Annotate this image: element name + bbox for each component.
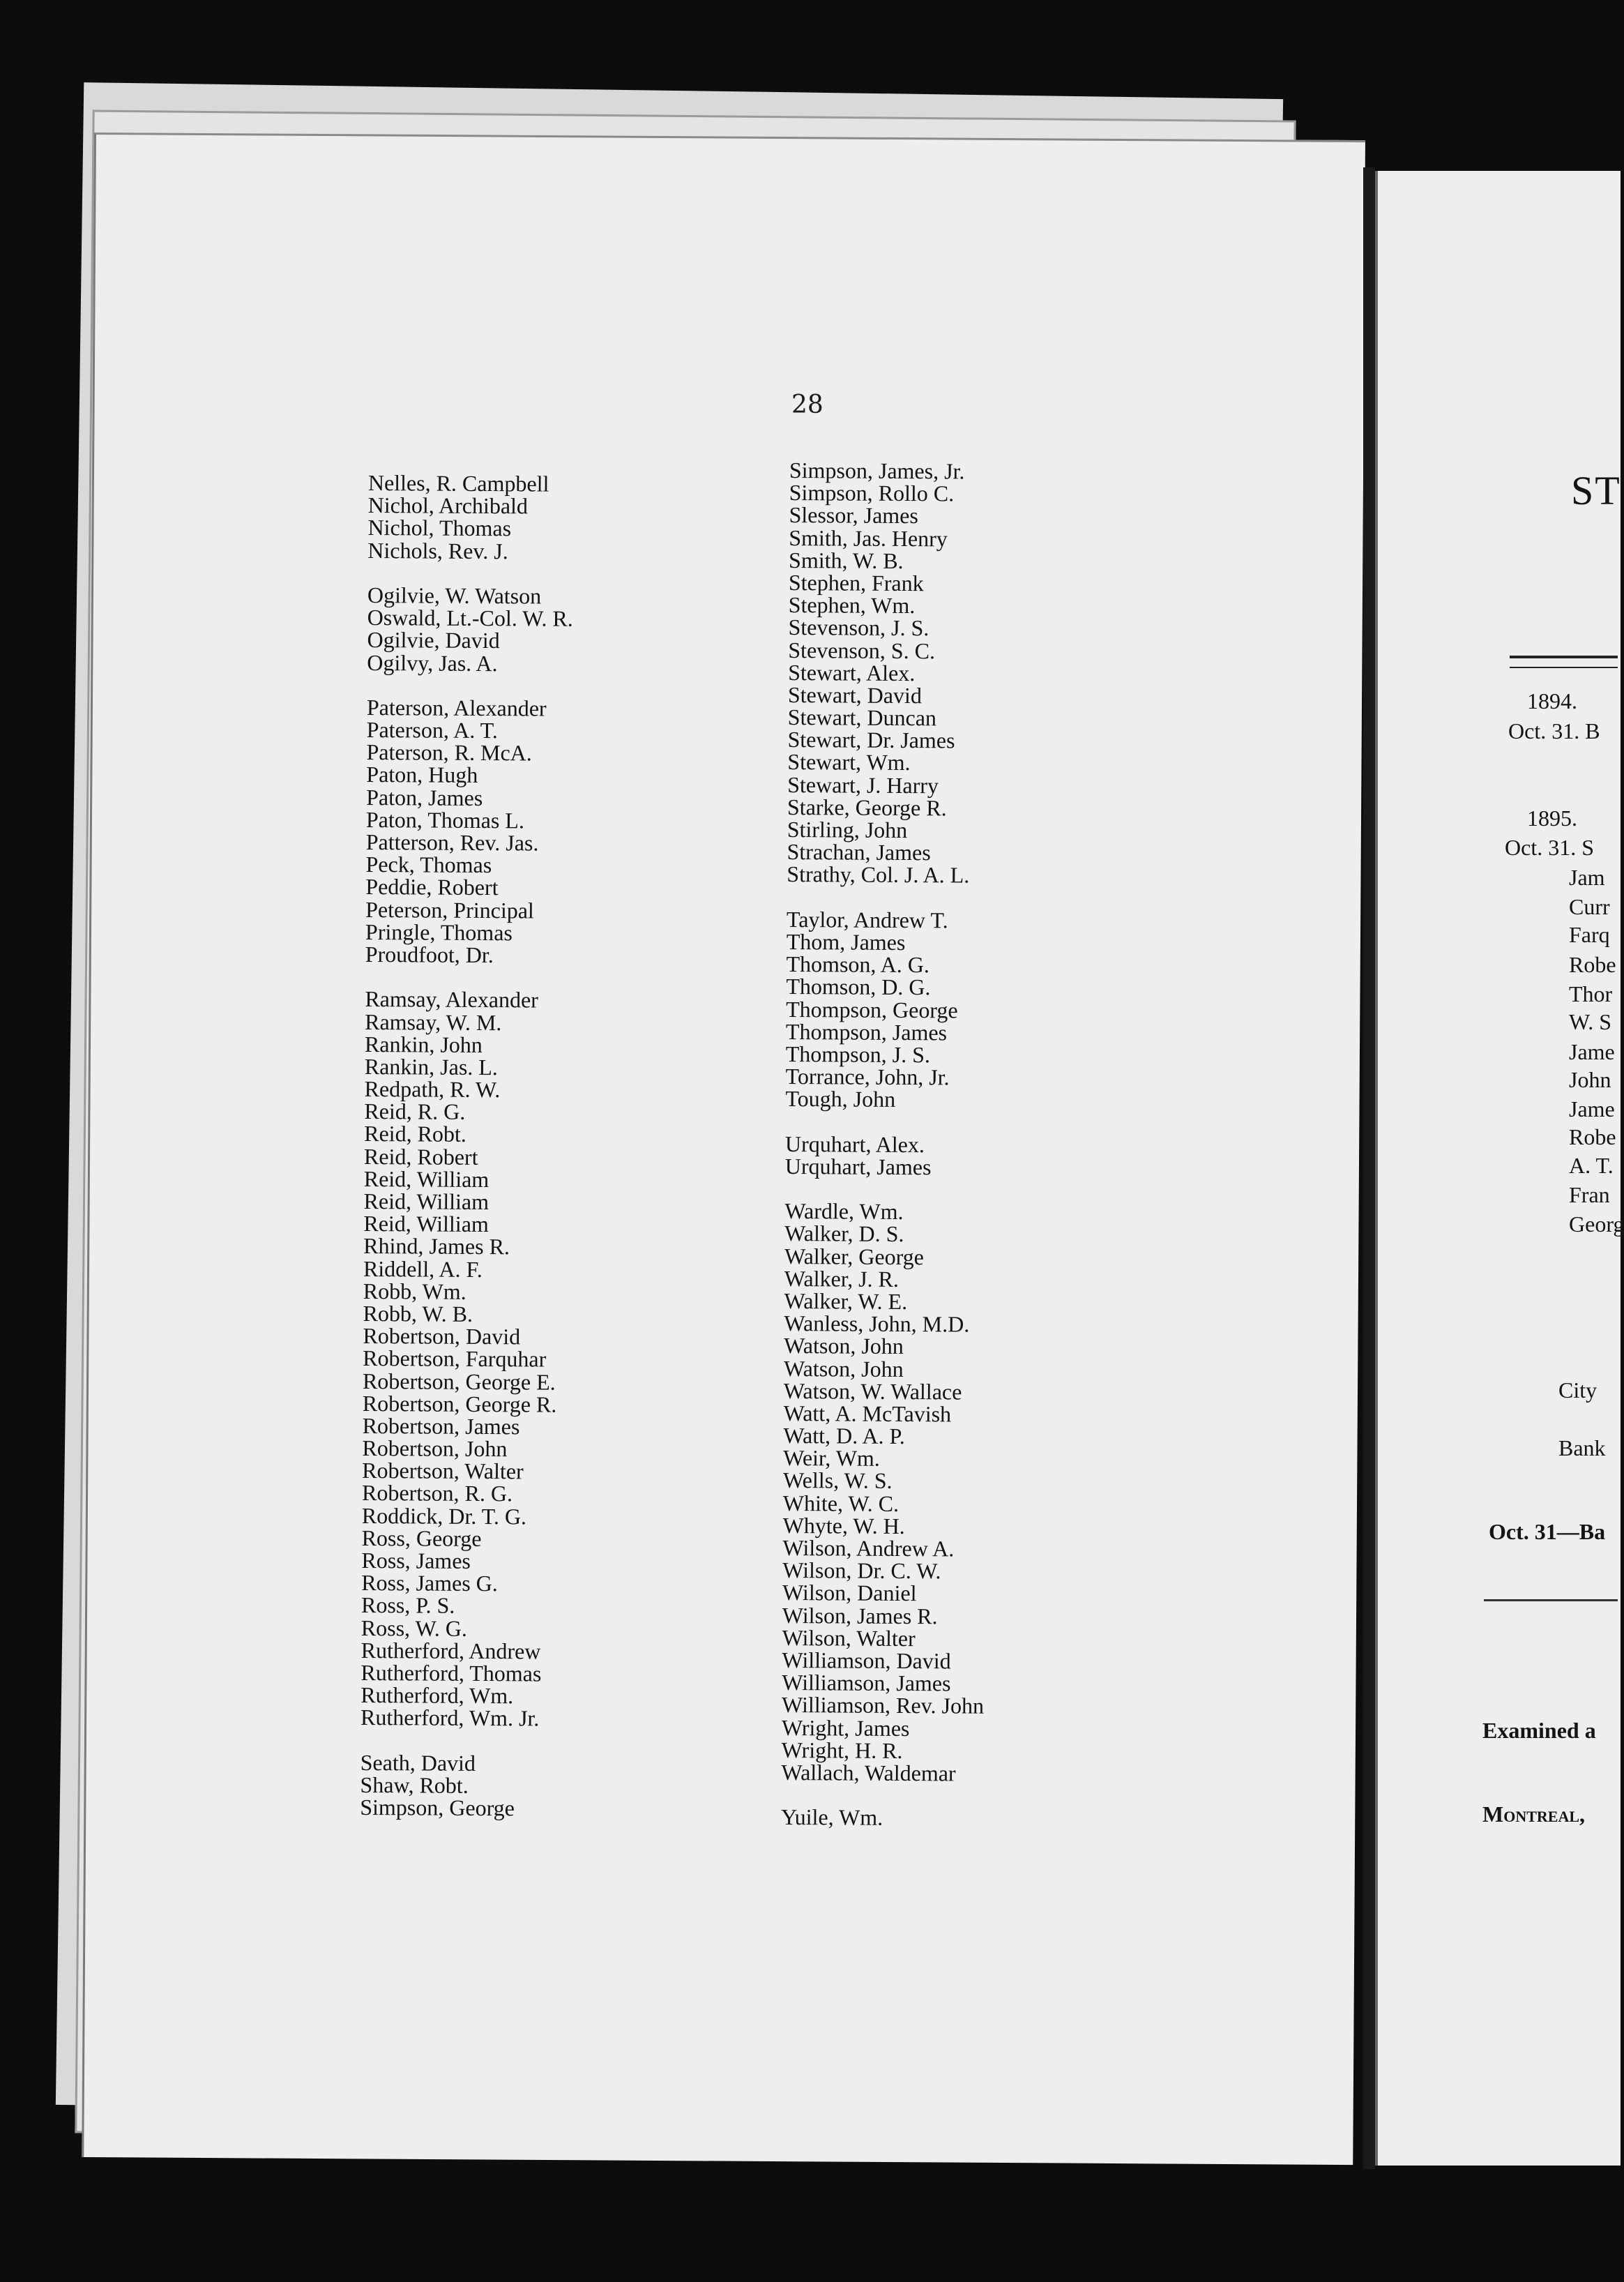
member-name: Thompson, J. S.: [785, 1041, 931, 1068]
member-name: Pringle, Thomas: [365, 919, 513, 946]
member-name: Stewart, Dr. James: [787, 727, 955, 753]
member-name: White, W. C.: [782, 1490, 900, 1516]
member-name: Taylor, Andrew T.: [786, 906, 948, 933]
member-name: Watson, John: [783, 1355, 904, 1382]
member-name: Rutherford, Thomas: [361, 1659, 542, 1686]
member-name: Nelles, R. Campbell: [367, 470, 549, 497]
right-page-name: Robe: [1569, 952, 1616, 977]
member-name: Reid, Robt.: [364, 1121, 466, 1147]
member-name: Wilson, Walter: [782, 1624, 916, 1651]
right-page-name: Robe: [1569, 1124, 1616, 1149]
member-name: Yuile, Wm.: [780, 1804, 883, 1831]
member-name: Paterson, Alexander: [366, 694, 547, 721]
member-name: Wright, James: [781, 1714, 910, 1741]
member-name: Wilson, Andrew A.: [782, 1534, 955, 1562]
member-name: Rutherford, Andrew: [361, 1637, 541, 1664]
page-number: 28: [791, 391, 824, 419]
member-name: Patterson, Rev. Jas.: [365, 829, 539, 856]
member-name: Nichol, Archibald: [367, 492, 529, 519]
book-gutter: [1363, 167, 1375, 2169]
city-line: City: [1558, 1377, 1598, 1403]
member-name: Paterson, A. T.: [366, 717, 498, 743]
right-page-name: Curr: [1569, 894, 1610, 919]
member-name: Stevenson, S. C.: [788, 637, 936, 663]
member-name: Nichol, Thomas: [367, 515, 512, 541]
right-page-name: Georg: [1569, 1211, 1624, 1237]
right-page-name: Jame: [1569, 1039, 1615, 1064]
member-name: Watt, A. McTavish: [783, 1400, 952, 1427]
montreal-line: Montreal,: [1482, 1801, 1585, 1827]
member-name: Peck, Thomas: [365, 852, 492, 878]
member-name: Wardle, Wm.: [784, 1198, 904, 1225]
member-name: Rankin, John: [364, 1031, 483, 1057]
member-name: Paterson, R. McA.: [366, 739, 532, 766]
member-name: Simpson, Rollo C.: [789, 480, 955, 506]
member-name: Wilson, James R.: [782, 1602, 938, 1629]
member-name: Williamson, David: [782, 1647, 951, 1674]
right-page-name: Farq: [1569, 922, 1610, 947]
member-name: Wallach, Waldemar: [781, 1759, 956, 1786]
member-name: Rutherford, Wm. Jr.: [360, 1705, 540, 1731]
member-name: Wells, W. S.: [782, 1467, 893, 1494]
member-name: Reid, William: [363, 1165, 490, 1192]
year-1895: 1895.: [1527, 806, 1577, 831]
member-name: Paton, James: [366, 784, 483, 810]
member-name: Robertson, Farquhar: [363, 1345, 547, 1372]
section-gap: [785, 1177, 987, 1201]
section-gap: [361, 1728, 566, 1752]
member-name: Thompson, George: [786, 996, 958, 1022]
member-name: Urquhart, Alex.: [784, 1131, 925, 1157]
member-name: Riddell, A. F.: [363, 1255, 483, 1282]
member-name: Stewart, Alex.: [788, 659, 916, 686]
member-name: Strachan, James: [787, 839, 931, 866]
member-name: Ogilvie, W. Watson: [367, 582, 542, 609]
member-name: Smith, Jas. Henry: [789, 524, 948, 551]
bank-line: Bank: [1558, 1435, 1606, 1460]
right-page-name: John: [1569, 1067, 1611, 1092]
right-page-name: Jam: [1569, 865, 1605, 890]
member-name: Stewart, Duncan: [787, 704, 937, 731]
member-name: Stephen, Wm.: [788, 592, 916, 619]
right-page-name: Jame: [1569, 1096, 1615, 1121]
member-name: Torrance, John, Jr.: [785, 1064, 950, 1090]
member-name: Wanless, John, M.D.: [784, 1310, 970, 1337]
member-name: Watt, D. A. P.: [783, 1423, 905, 1449]
member-name: Stephen, Frank: [788, 569, 924, 596]
oct-31-subscriptions-line: Oct. 31. S: [1505, 835, 1594, 860]
member-list-right-column: [781, 459, 992, 1829]
member-name: Walker, W. E.: [784, 1287, 908, 1314]
right-page-name: A. T.: [1569, 1153, 1614, 1178]
member-name: Robertson, Walter: [362, 1458, 524, 1484]
member-name: Paton, Thomas L.: [365, 806, 525, 833]
member-name: Robertson, George E.: [362, 1368, 556, 1395]
member-name: Reid, R. G.: [364, 1098, 466, 1125]
section-gap: [367, 674, 572, 697]
member-name: Slessor, James: [789, 502, 918, 529]
member-name: Shaw, Robt.: [360, 1771, 469, 1798]
member-name: Proudfoot, Dr.: [365, 941, 494, 968]
member-name: Stewart, David: [787, 681, 922, 709]
member-name: Simpson, George: [360, 1794, 515, 1821]
oct-31-balance-line: Oct. 31. B: [1508, 718, 1600, 743]
member-name: Stirling, John: [787, 816, 908, 843]
member-name: Reid, Robert: [363, 1143, 478, 1170]
member-name: Redpath, R. W.: [364, 1076, 501, 1103]
right-page-name: Thor: [1569, 981, 1613, 1006]
member-name: Ogilvy, Jas. A.: [367, 649, 498, 676]
section-gap: [787, 886, 989, 909]
member-name: Robb, W. B.: [363, 1300, 473, 1327]
double-rule: [1510, 656, 1618, 668]
member-name: Thompson, James: [785, 1018, 948, 1045]
member-name: Wright, H. R.: [781, 1737, 903, 1763]
member-name: Robertson, R. G.: [361, 1480, 513, 1506]
member-name: Reid, William: [363, 1211, 489, 1237]
member-name: Ross, James: [361, 1547, 471, 1573]
member-name: Watson, W. Wallace: [783, 1377, 962, 1405]
member-name: Robb, Wm.: [363, 1278, 466, 1304]
member-name: Williamson, Rev. John: [781, 1692, 985, 1719]
member-name: Starke, George R.: [787, 794, 947, 821]
section-gap: [365, 965, 570, 989]
member-name: Tough, John: [785, 1086, 896, 1112]
member-name: Peterson, Principal: [365, 896, 535, 923]
member-name: Smith, W. B.: [789, 547, 904, 573]
member-name: Thomson, D. G.: [786, 974, 931, 1000]
member-name: Roddick, Dr. T. G.: [361, 1502, 527, 1529]
member-name: Ramsay, Alexander: [365, 986, 539, 1013]
member-name: Strathy, Col. J. A. L.: [787, 861, 970, 888]
section-gap: [785, 1110, 987, 1133]
member-name: Oswald, Lt.-Col. W. R.: [367, 605, 573, 631]
section-gap: [781, 1783, 983, 1807]
member-name: Nichols, Rev. J.: [367, 537, 508, 564]
member-name: Williamson, James: [782, 1670, 951, 1696]
member-name: Stewart, J. Harry: [787, 771, 939, 798]
oct-31-balance-line-2: Oct. 31—Ba: [1489, 1519, 1606, 1544]
member-name: Walker, J. R.: [784, 1265, 900, 1292]
member-name: Robertson, David: [363, 1323, 521, 1350]
left-page: [82, 133, 1365, 2165]
member-name: Peddie, Robert: [365, 874, 499, 900]
member-name: Paton, Hugh: [366, 762, 478, 788]
member-name: Robertson, George R.: [362, 1390, 557, 1417]
member-name: Robertson, John: [362, 1435, 508, 1462]
member-name: Ross, P. S.: [361, 1592, 455, 1619]
member-name: Stevenson, J. S.: [788, 614, 929, 641]
member-name: Robertson, James: [362, 1412, 520, 1440]
member-name: Watson, John: [784, 1333, 904, 1359]
member-name: Ogilvie, David: [367, 627, 500, 653]
single-rule: [1484, 1599, 1618, 1601]
member-list-left-column: [360, 471, 574, 1820]
member-name: Thom, James: [786, 928, 906, 955]
member-name: Simpson, James, Jr.: [789, 458, 965, 484]
member-name: Reid, William: [363, 1188, 490, 1215]
member-name: Weir, Wm.: [783, 1445, 880, 1472]
member-name: Ross, George: [361, 1525, 482, 1551]
right-page-heading: ST: [1571, 468, 1621, 513]
member-name: Walker, D. S.: [784, 1221, 904, 1247]
member-name: Stewart, Wm.: [787, 749, 911, 776]
member-name: Rhind, James R.: [363, 1233, 510, 1260]
member-name: Rutherford, Wm.: [361, 1682, 514, 1709]
member-name: Ross, James G.: [361, 1570, 498, 1596]
member-name: Urquhart, James: [784, 1153, 932, 1180]
year-1894: 1894.: [1527, 688, 1577, 713]
right-page-name: W. S: [1569, 1009, 1612, 1034]
examined-line: Examined a: [1482, 1718, 1596, 1743]
member-name: Seath, David: [360, 1749, 476, 1776]
member-name: Wilson, Dr. C. W.: [782, 1557, 941, 1584]
member-name: Walker, George: [784, 1243, 925, 1269]
member-name: Wilson, Daniel: [782, 1580, 917, 1606]
right-page-name: Fran: [1569, 1182, 1610, 1207]
member-name: Thomson, A. G.: [786, 951, 930, 978]
member-name: Ramsay, W. M.: [365, 1008, 502, 1035]
member-name: Rankin, Jas. L.: [364, 1053, 498, 1080]
member-name: Ross, W. G.: [361, 1615, 468, 1641]
member-name: Whyte, W. H.: [782, 1512, 905, 1539]
section-gap: [367, 561, 573, 585]
